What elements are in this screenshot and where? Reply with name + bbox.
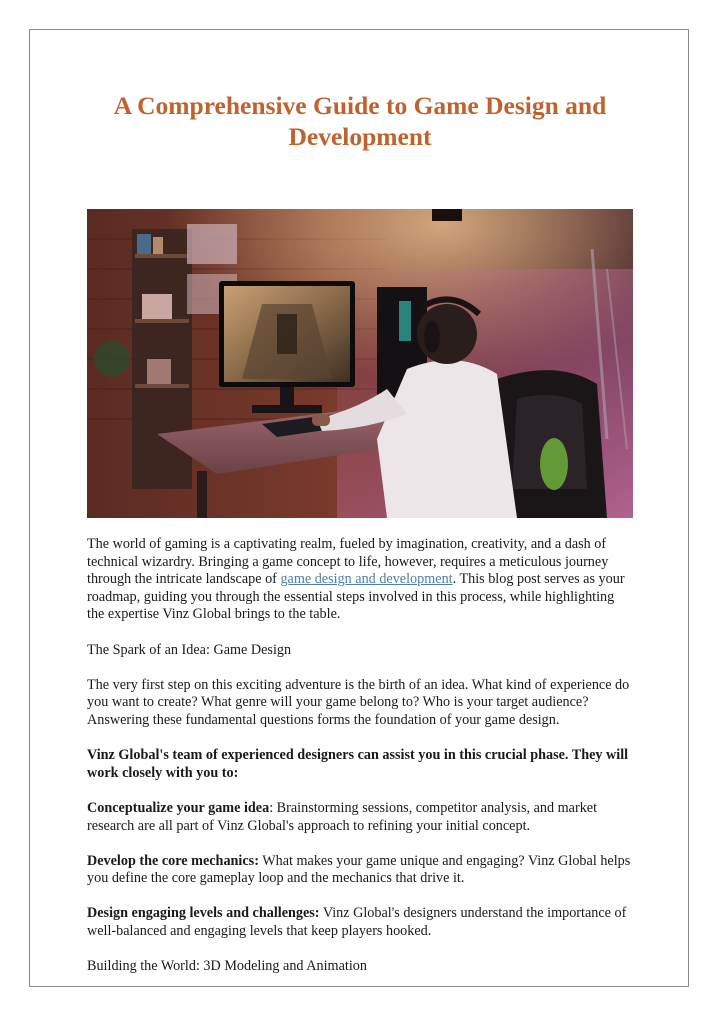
team-paragraph-bold: Vinz Global's team of experienced designers can assist you in this crucial phase. They will work closely with you to: (87, 747, 629, 781)
idea-paragraph: The very first step on this exciting adventure is the birth of an idea. What kind of experience do you want to create? What genre will your game belong to? Who is your target audience? Answering these fundamental questions forms the foundation of your game design. (87, 676, 630, 728)
document-content (87, 90, 633, 993)
point-text: What makes your game unique and engaging? Vinz Global helps you define the core gameplay loop and the mechanics that drive it. (87, 852, 631, 887)
section-heading-world-building: Building the World: 3D Modeling and Animation (87, 958, 367, 975)
team-paragraph (87, 747, 633, 782)
intro-text-end: . This blog post serves as your roadmap, guiding you through the essential steps involved in this process, while highlighting the expertise Vinz Global brings to the table. (87, 571, 625, 623)
point-conceptualize (87, 800, 633, 835)
point-design-levels (87, 905, 633, 940)
point-label: Develop the core mechanics: (87, 852, 259, 869)
document-title: A Comprehensive Guide to Game Design and Development (113, 91, 607, 151)
article-body (87, 536, 633, 976)
point-text: Vinz Global's designers understand the importance of well-balanced and engaging levels that keep players hooked. (87, 905, 627, 940)
section-heading-game-design: The Spark of an Idea: Game Design (87, 641, 292, 658)
hero-image-gamer-at-desk (87, 209, 633, 518)
point-text: : Brainstorming sessions, competitor analysis, and market research are all part of Vinz Global's approach to refining your initial concept. (87, 799, 598, 834)
point-core-mechanics (87, 853, 633, 888)
game-design-link[interactable]: game design and development (280, 571, 453, 588)
intro-text-start: The world of gaming is a captivating realm, fueled by imagination, creativity, and a dash of technical wizardry. Bringing a game concept to life, however, requires a meticulous journey through the intricate landscape of (87, 536, 609, 588)
point-label: Design engaging levels and challenges: (87, 905, 320, 922)
intro-paragraph (87, 536, 633, 624)
point-label: Conceptualize your game idea (87, 799, 270, 816)
